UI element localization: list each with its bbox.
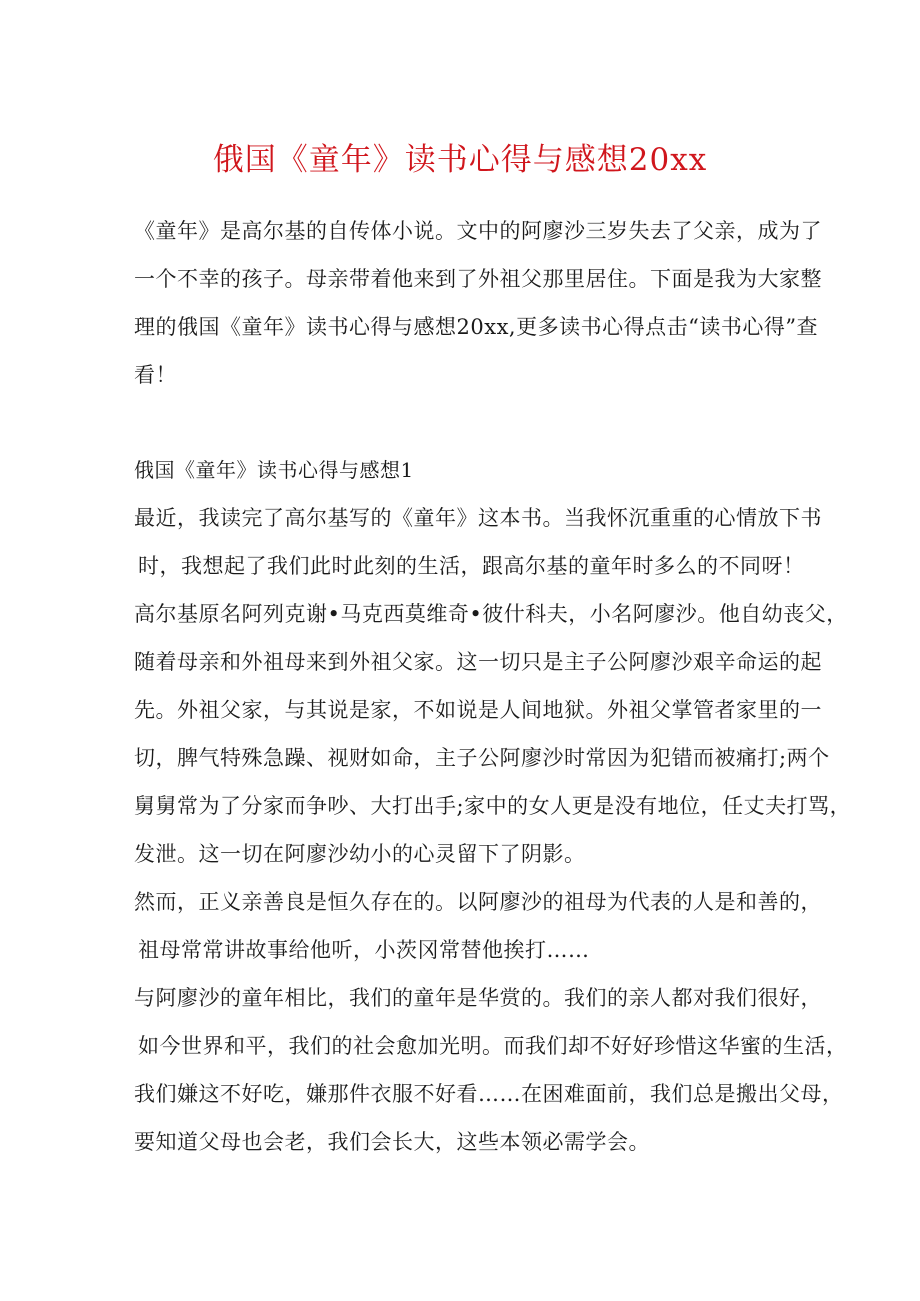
body-line: 先。外祖父家，与其说是家，不如说是人间地狱。外祖父掌管者家里的一 <box>134 698 822 722</box>
body-line: 我们嫌这不好吃，嫌那件衣服不好看……在困难面前，我们总是搬出父母， <box>134 1082 844 1106</box>
body-line: 随着母亲和外祖母来到外祖父家。这一切只是主子公阿廖沙艰辛命运的起 <box>134 650 822 674</box>
section-heading-block <box>134 446 794 494</box>
intro-line: 一个不幸的孩子。母亲带着他来到了外祖父那里居住。下面是我为大家整 <box>134 267 822 291</box>
body-line: 祖母常常讲故事给他听，小茨冈常替他挨打…… <box>138 938 590 962</box>
body-line: 最近，我读完了高尔基写的《童年》这本书。当我怀沉重重的心情放下书 <box>134 506 822 530</box>
body-line: 要知道父母也会老，我们会长大，这些本领必需学会。 <box>134 1130 650 1154</box>
body-line: 如今世界和平，我们的社会愈加光明。而我们却不好好珍惜这华蜜的生活， <box>138 1034 848 1058</box>
body-line: 时，我想起了我们此时此刻的生活，跟高尔基的童年时多么的不同呀！ <box>138 554 805 578</box>
body-line: 舅舅常为了分家而争吵、大打出手;家中的女人更是没有地位，任丈夫打骂， <box>134 794 852 818</box>
intro-paragraph <box>134 207 822 399</box>
document-title: 俄国《童年》读书心得与感想20xx <box>212 142 708 178</box>
body-text <box>134 494 852 1166</box>
intro-line: 理的俄国《童年》读书心得与感想20xx,更多读书心得点击“读书心得”查 <box>134 315 819 339</box>
intro-line: 看！ <box>134 363 177 387</box>
body-line: 高尔基原名阿列克谢•马克西莫维奇•彼什科夫，小名阿廖沙。他自幼丧父， <box>134 602 848 626</box>
body-line: 与阿廖沙的童年相比，我们的童年是华赏的。我们的亲人都对我们很好， <box>134 986 822 1010</box>
section-heading: 俄国《童年》读书心得与感想1 <box>134 458 414 482</box>
body-line: 发泄。这一切在阿廖沙幼小的心灵留下了阴影。 <box>134 842 586 866</box>
intro-line: 《童年》是高尔基的自传体小说。文中的阿廖沙三岁失去了父亲，成为了 <box>134 219 822 243</box>
body-line: 切，脾气特殊急躁、视财如命，主子公阿廖沙时常因为犯错而被痛打;两个 <box>134 746 830 770</box>
body-line: 然而，正义亲善良是恒久存在的。以阿廖沙的祖母为代表的人是和善的， <box>134 890 822 914</box>
